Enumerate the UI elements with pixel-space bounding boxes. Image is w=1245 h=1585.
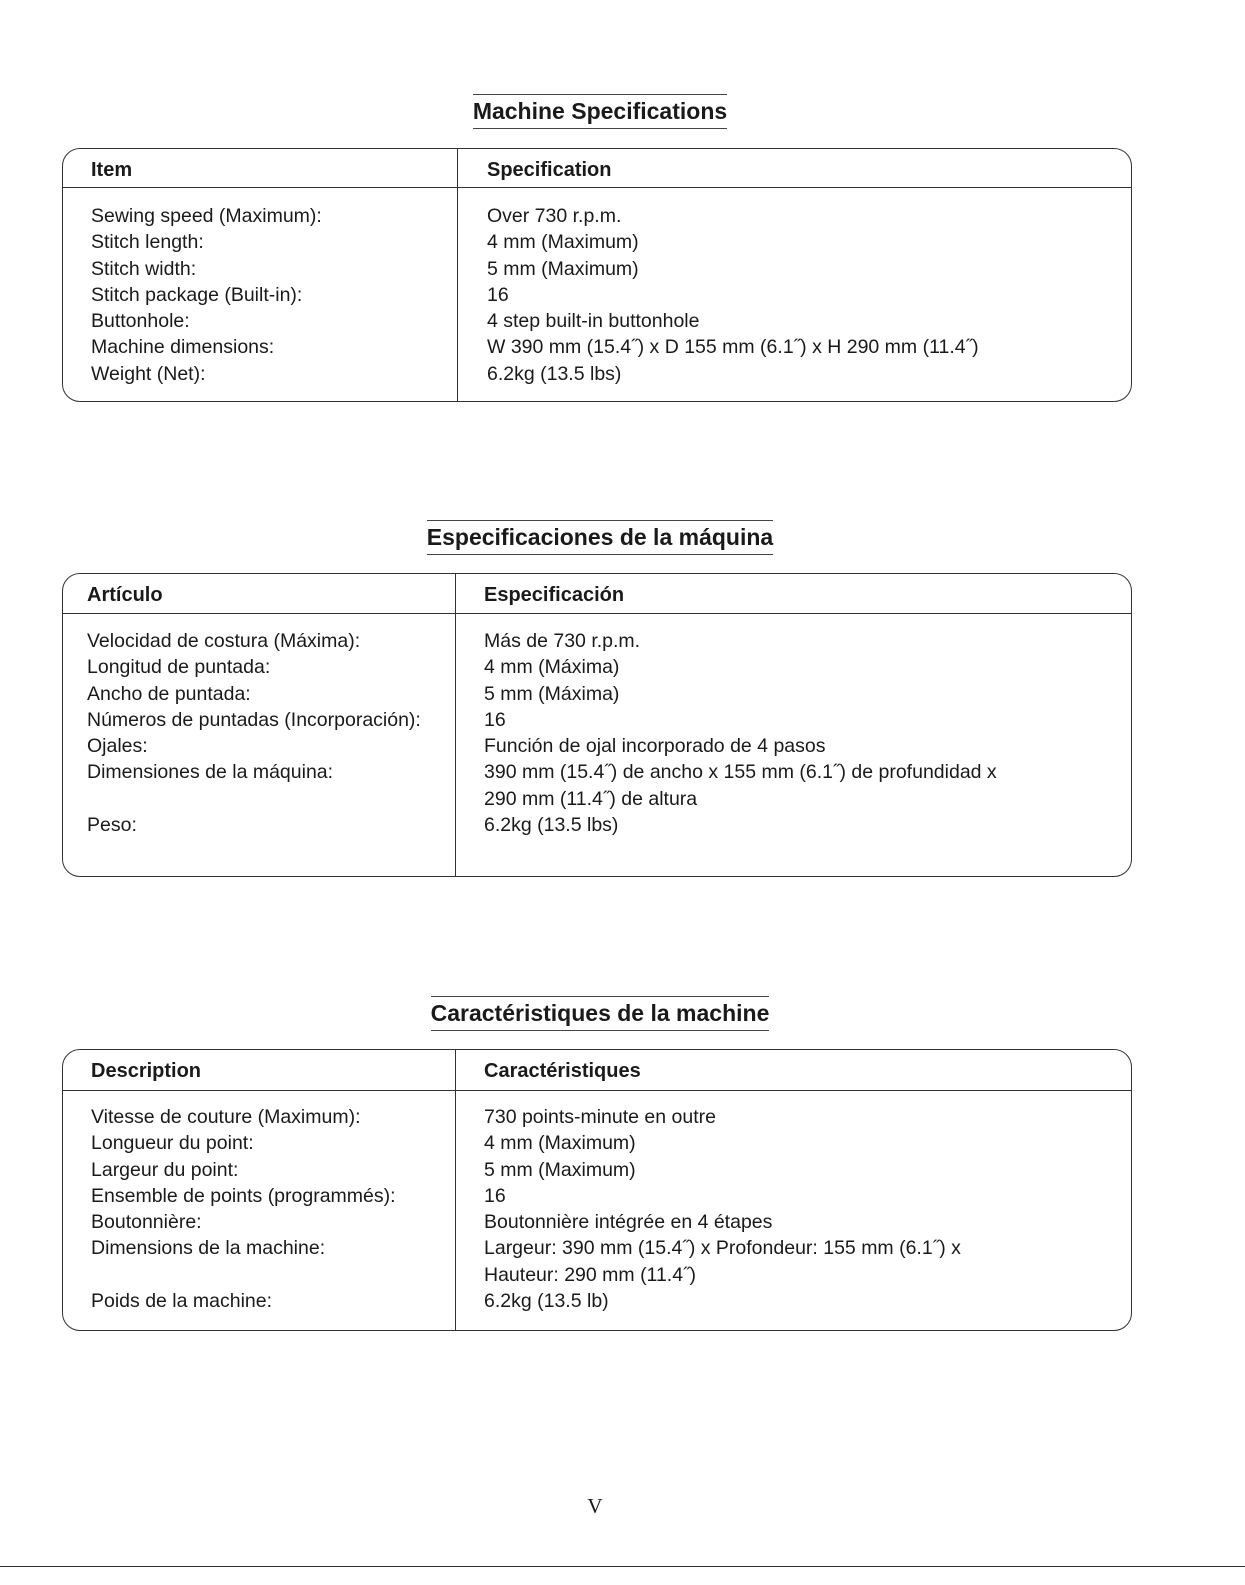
spec-row	[63, 1130, 1131, 1156]
spec-value	[487, 256, 639, 282]
spec-value-line: Boutonnière intégrée en 4 étapes	[484, 1211, 773, 1234]
spec-value-line: Función de ojal incorporado de 4 pasos	[484, 735, 826, 758]
spec-item-label: Ancho de puntada:	[87, 682, 251, 705]
spec-item-label: Ojales:	[87, 735, 148, 758]
column-header-spec: Specification	[487, 159, 612, 181]
spec-table	[62, 573, 1132, 877]
spec-rows	[63, 203, 1131, 387]
spec-value-line: 6.2kg (13.5 lbs)	[487, 362, 622, 385]
spec-value-line: 4 mm (Máxima)	[484, 656, 620, 679]
spec-value	[484, 1157, 636, 1183]
spec-value-line: 390 mm (15.4˝) de ancho x 155 mm (6.1˝) de profundidad x	[484, 761, 997, 784]
spec-value-line: Over 730 r.p.m.	[487, 205, 622, 227]
spec-value-line: 6.2kg (13.5 lbs)	[484, 814, 619, 837]
spec-item-label: Stitch width:	[91, 257, 197, 280]
spec-item-label: Boutonnière:	[91, 1211, 202, 1234]
spec-row	[63, 308, 1131, 334]
spec-row	[63, 229, 1131, 255]
spec-value	[484, 1130, 636, 1156]
column-header-item: Item	[91, 159, 133, 181]
column-header-spec: Caractéristiques	[484, 1060, 641, 1082]
spec-row	[63, 282, 1131, 308]
spec-rows	[63, 628, 1131, 838]
section-title-text: Caractéristiques de la machine	[431, 996, 770, 1031]
spec-item-label: Dimensions de la machine:	[91, 1237, 326, 1260]
spec-value-line: 4 mm (Maximum)	[484, 1132, 636, 1155]
spec-value-line: W 390 mm (15.4˝) x D 155 mm (6.1˝) x H 290 mm (11.4˝)	[487, 336, 979, 359]
spec-item-label: Números de puntadas (Incorporación):	[87, 708, 421, 731]
spec-value-line: 4 mm (Maximum)	[487, 231, 639, 254]
spec-table	[62, 148, 1132, 402]
spec-row	[63, 1288, 1131, 1314]
spec-value	[487, 361, 621, 387]
spec-item-label: Sewing speed (Maximum):	[91, 205, 322, 227]
spec-item-label: Dimensiones de la máquina:	[87, 761, 334, 784]
column-header-item: Artículo	[87, 584, 163, 606]
section-title	[0, 94, 1200, 129]
spec-value	[484, 1209, 772, 1235]
spec-row	[63, 681, 1131, 707]
page-number: V	[587, 1494, 603, 1518]
spec-value-line: 5 mm (Maximum)	[484, 1158, 636, 1181]
section-title	[0, 520, 1200, 555]
spec-value-line: Hauteur: 290 mm (11.4˝)	[484, 1263, 697, 1286]
spec-value	[484, 1235, 961, 1288]
spec-value	[484, 1104, 716, 1130]
spec-row	[63, 203, 1131, 229]
spec-item-label: Vitesse de couture (Maximum):	[91, 1106, 361, 1128]
spec-item-label: Stitch package (Built-in):	[91, 283, 303, 306]
spec-row	[63, 1104, 1131, 1130]
spec-value	[487, 334, 979, 360]
spec-row	[63, 1235, 1131, 1288]
spec-value-line: 16	[484, 1184, 506, 1207]
spec-row	[63, 256, 1131, 282]
spec-value	[484, 812, 618, 838]
spec-item-label: Poids de la machine:	[91, 1290, 273, 1313]
spec-item-label: Ensemble de points (programmés):	[91, 1184, 396, 1207]
spec-value	[484, 628, 640, 654]
spec-value	[484, 1288, 609, 1314]
spec-row	[63, 759, 1131, 812]
spec-value-line: 6.2kg (13.5 lb)	[484, 1290, 609, 1313]
header-rule	[63, 187, 1131, 188]
section-title-text: Especificaciones de la máquina	[427, 520, 773, 555]
spec-value-line: Largeur: 390 mm (15.4˝) x Profondeur: 155 mm (6.1˝) x	[484, 1237, 961, 1260]
spec-row	[63, 361, 1131, 387]
spec-row	[63, 812, 1131, 838]
spec-row	[63, 628, 1131, 654]
spec-value	[487, 282, 509, 308]
spec-value	[484, 733, 825, 759]
spec-item-label: Weight (Net):	[91, 362, 206, 385]
spec-value	[484, 681, 619, 707]
spec-value	[484, 1183, 506, 1209]
spec-item-label: Largeur du point:	[91, 1158, 239, 1181]
spec-value	[487, 203, 621, 229]
column-header-item: Description	[91, 1060, 202, 1082]
spec-item-label: Buttonhole:	[91, 310, 190, 333]
spec-value	[487, 308, 699, 334]
spec-value-line: Más de 730 r.p.m.	[484, 630, 641, 652]
spec-item-label: Longueur du point:	[91, 1132, 254, 1155]
spec-item-label: Machine dimensions:	[91, 336, 275, 359]
spec-value	[484, 654, 619, 680]
spec-value-line: 730 points-minute en outre	[484, 1106, 716, 1128]
section-title	[0, 996, 1200, 1031]
spec-value-line: 290 mm (11.4˝) de altura	[484, 787, 698, 810]
column-header-spec: Especificación	[484, 584, 625, 606]
bottom-rule	[0, 1566, 1245, 1567]
spec-item-label: Stitch length:	[91, 231, 204, 254]
spec-table	[62, 1049, 1132, 1331]
spec-value-line: 16	[484, 708, 506, 731]
spec-row	[63, 733, 1131, 759]
spec-row	[63, 1183, 1131, 1209]
spec-value-line: 5 mm (Máxima)	[484, 682, 620, 705]
spec-value	[484, 707, 506, 733]
spec-row	[63, 654, 1131, 680]
spec-item-label: Longitud de puntada:	[87, 656, 271, 679]
spec-item-label: Velocidad de costura (Máxima):	[87, 630, 361, 652]
spec-value-line: 5 mm (Maximum)	[487, 257, 639, 280]
spec-row	[63, 1209, 1131, 1235]
spec-value	[487, 229, 639, 255]
spec-row	[63, 1157, 1131, 1183]
header-rule	[63, 613, 1131, 614]
spec-row	[63, 334, 1131, 360]
header-rule	[63, 1090, 1131, 1091]
spec-value	[484, 759, 997, 812]
spec-value-line: 4 step built-in buttonhole	[487, 310, 700, 333]
spec-value-line: 16	[487, 283, 509, 306]
spec-row	[63, 707, 1131, 733]
spec-rows	[63, 1104, 1131, 1314]
section-title-text: Machine Specifications	[473, 94, 727, 129]
spec-item-label: Peso:	[87, 814, 137, 837]
